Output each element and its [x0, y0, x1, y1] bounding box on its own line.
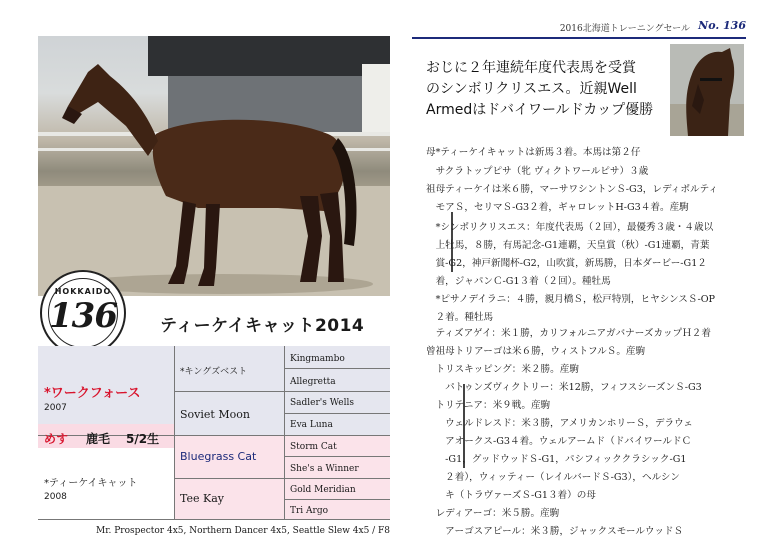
coat-color: 鹿毛 [86, 432, 111, 446]
family-line: レディアーゴ：米５勝。産駒 [426, 508, 560, 519]
family-line: サクラトップピサ（牝 ヴィクトワールピサ）３歳 [426, 166, 649, 177]
sale-title: 2016北海道トレーニングセール [559, 24, 690, 34]
grid-line [284, 368, 390, 369]
family-line: アオークス-G3４着。ウェルアームド（ドバイワールドＣ [426, 436, 692, 447]
sex-label: めす [44, 432, 69, 446]
headline-line: Armedはドバイワールドカップ優勝 [426, 102, 654, 118]
family-line: 曾祖母トリアーゴは米６勝，ウィストフルＳ。産駒 [426, 346, 646, 357]
g3-ancestor: Eva Luna [290, 420, 333, 430]
family-line: 着，ジャパンＣ-G1３着（２回）。種牡馬 [426, 276, 611, 287]
grid-line [38, 519, 390, 520]
grid-line [174, 478, 390, 479]
dam-name: *ティーケイキャット [44, 478, 138, 489]
horse-name: ティーケイキャット2014 [160, 316, 365, 336]
family-line: トリテニア：米９戦。産駒 [426, 400, 551, 411]
headline-line: のシンボリクリスエス。近親Well [426, 81, 637, 97]
dam-dam: Tee Kay [180, 492, 224, 505]
g3-ancestor: She's a Winner [290, 464, 359, 474]
g3-ancestor: Storm Cat [290, 442, 337, 452]
grid-line [174, 391, 390, 392]
family-line: トリスキッピング：米２勝。産駒 [426, 364, 579, 375]
grid-line [284, 346, 285, 520]
inbreeding-note: Mr. Prospector 4x5, Northern Dancer 4x5, Seattle Slew 4x5 / F8 [96, 526, 391, 536]
page-header [412, 17, 746, 39]
catalog-number: 136 [49, 296, 117, 336]
sire-name: *ワークフォース [44, 386, 141, 401]
g3-ancestor: Allegretta [290, 377, 336, 387]
g3-ancestor: Tri Argo [290, 506, 329, 516]
lot-number: No. 136 [698, 19, 746, 32]
family-line: ティズアゲイ：米１勝，カリフォルニアガバナーズカップＨ２着 [426, 328, 711, 339]
g3-ancestor: Sadler's Wells [290, 398, 354, 408]
family-line: パトゥンズヴィクトリー：米12勝，フィフスシーズンＳ-G3 [426, 382, 702, 393]
horse-headshot [670, 44, 744, 136]
family-line: ２着），ウィッティー（レイルバードＳ-G3），ヘルシン [426, 472, 680, 483]
g3-ancestor: Gold Meridian [290, 485, 356, 495]
family-line: アーゴスアピール：米３勝，ジャックスモールウッドＳ [426, 526, 684, 537]
g3-ancestor: Kingmambo [290, 354, 345, 364]
headline [426, 58, 666, 121]
birth-date: 5/2生 [126, 432, 160, 446]
sire-sire: *キングズベスト [180, 367, 248, 377]
headshot-image [670, 44, 744, 136]
grid-line [284, 499, 390, 500]
headline-line: おじに２年連続年度代表馬を受賞 [426, 60, 636, 76]
family-line: *ピサノデイラニ：４勝，親月橋Ｓ，松戸特別，ヒヤシンスＳ-OP [426, 294, 716, 305]
stamp-region: HOKKAIDO [54, 287, 112, 296]
grid-line [284, 456, 390, 457]
family-line: 母*ティーケイキャットは新馬３着。本馬は第２仔 [426, 147, 641, 158]
sire-dam: Soviet Moon [180, 408, 250, 421]
family-line: -G1，グッドウッドＳ-G1，パシフィッククラシック-G1 [426, 454, 687, 465]
family-line: モアＳ，セリマＳ-G3２着，ギャロレットH-G3４着。産駒 [426, 202, 689, 213]
family-line: キ（トラヴァーズＳ-G1３着）の母 [426, 490, 596, 501]
family-line: ２着。種牡馬 [426, 312, 494, 323]
dam-year: 2008 [44, 492, 67, 502]
grid-line [284, 413, 390, 414]
horse-silhouette [38, 36, 390, 296]
family-line: 祖母ティーケイは米６勝，マーサワシントンＳ-G3，レディボルティ [426, 184, 719, 195]
pedigree-table [38, 346, 390, 520]
sire-year: 2007 [44, 403, 67, 413]
family-line: *シンボリクリスエス：年度代表馬（２回），最優秀３歳・４歳以 [426, 222, 714, 233]
family-line: 賞-G2，神戸新聞杯-G2，山吹賞，新馬勝，日本ダービー-G1２ [426, 258, 707, 269]
hokkaido-stamp [40, 270, 126, 356]
horse-photo [38, 36, 390, 296]
grid-line [174, 346, 175, 520]
family-line: ウェルドレスド：米３勝，アメリカンホリーＳ，デラウェ [426, 418, 693, 429]
family-line: 上牡馬，８勝，有馬記念-G1連覇，天皇賞（秋）-G1連覇，青葉 [426, 240, 710, 251]
dam-sire: Bluegrass Cat [180, 450, 257, 463]
